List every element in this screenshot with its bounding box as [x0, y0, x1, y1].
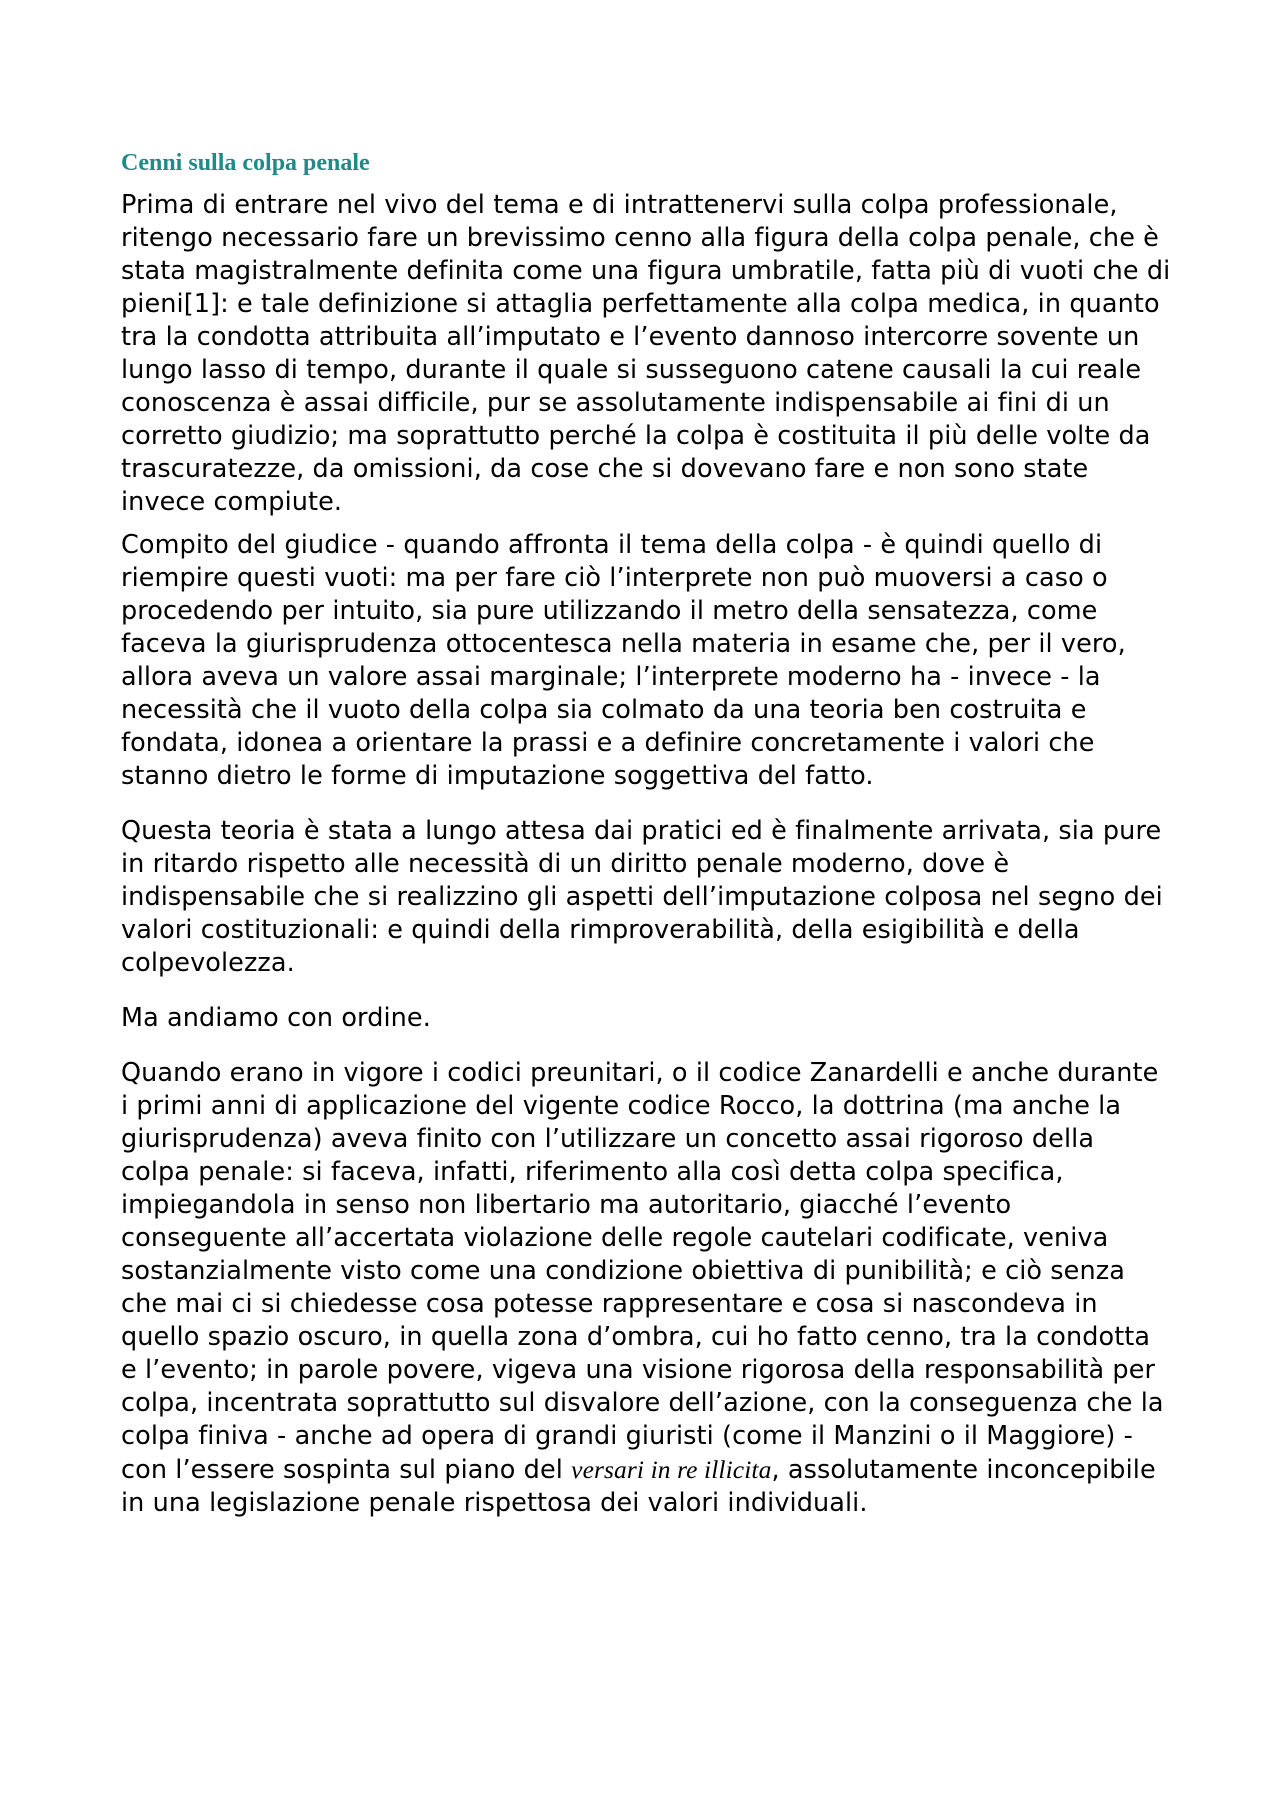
paragraph: Prima di entrare nel vivo del tema e di intrattenervi sulla colpa professionale, ritengo necessario fare un brevissimo cenno alla figura della colpa penale, che è stata magistralmente definita come una figura umbratile, fatta più di vuoti che di pieni[1]: e tale definizione si attaglia perfettamente alla colpa medica, in quanto tra la condotta attribuita all’imputato e l’evento dannoso intercorre sovente un lungo lasso di tempo, durante il quale si susseguono catene causali la cui reale conoscenza è assai difficile, pur se assolutamente indispensabile ai fini di un corretto giudizio; ma soprattutto perché la colpa è costituita il più delle volte da trascuratezze, da omissioni, da cose che si dovevano fare e non sono state invece compiute.: [121, 190, 1171, 518]
paragraph-text: , assolutamente inconcepibile in una legislazione penale rispettosa dei valori individuali.: [121, 1455, 1156, 1519]
paragraph: Ma andiamo con ordine.: [121, 1003, 431, 1034]
paragraph: Compito del giudice - quando affronta il tema della colpa - è quindi quello di riempire questi vuoti: ma per fare ciò l’interprete non può muoversi a caso o procedendo per intuito, sia pure utilizzando il metro della sensatezza, come faceva la giurisprudenza ottocentesca nella materia in esame che, per il vero, allora aveva un valore assai marginale; l’interprete moderno ha - invece - la necessità che il vuoto della colpa sia colmato da una teoria ben costruita e fondata, idonea a orientare la prassi e a definire concretamente i valori che stanno dietro le forme di imputazione soggettiva del fatto.: [121, 530, 1126, 792]
paragraph: Questa teoria è stata a lungo attesa dai pratici ed è finalmente arrivata, sia pure in ritardo rispetto alle necessità di un diritto penale moderno, dove è indispensabile che si realizzino gli aspetti dell’imputazione colposa nel segno dei valori costituzionali: e quindi della rimproverabilità, della esigibilità e della colpevolezza.: [121, 816, 1163, 979]
latin-phrase: versari in re illicita: [571, 1455, 772, 1485]
paragraph-text: Quando erano in vigore i codici preunitari, o il codice Zanardelli e anche durante i primi anni di applicazione del vigente codice Rocco, la dottrina (ma anche la giurisprudenza) aveva finito con l’utilizzare un concetto assai rigoroso della colpa penale: si faceva, infatti, riferimento alla così detta colpa specifica, impiegandola in senso non libertario ma autoritario, giacché l’evento conseguente all’accertata violazione delle regole cautelari codificate, veniva sostanzialmente visto come una condizione obiettiva di punibilità; e ciò senza che mai ci si chiedesse cosa potesse rappresentare e cosa si nascondeva in quello spazio oscuro, in quella zona d’ombra, cui ho fatto cenno, tra la condotta e l’evento; in parole povere, vigeva una visione rigorosa della responsabilità per colpa, incentrata soprattutto sul disvalore dell’azione, con la conseguenza che la colpa finiva - anche ad opera di grandi giuristi (come il Manzini o il Maggiore) - con l’essere sospinta sul piano del: [121, 1058, 1164, 1486]
paragraph: [121, 1057, 1171, 1520]
document-content: [121, 148, 1171, 1530]
section-title: Cenni sulla colpa penale: [121, 150, 370, 176]
